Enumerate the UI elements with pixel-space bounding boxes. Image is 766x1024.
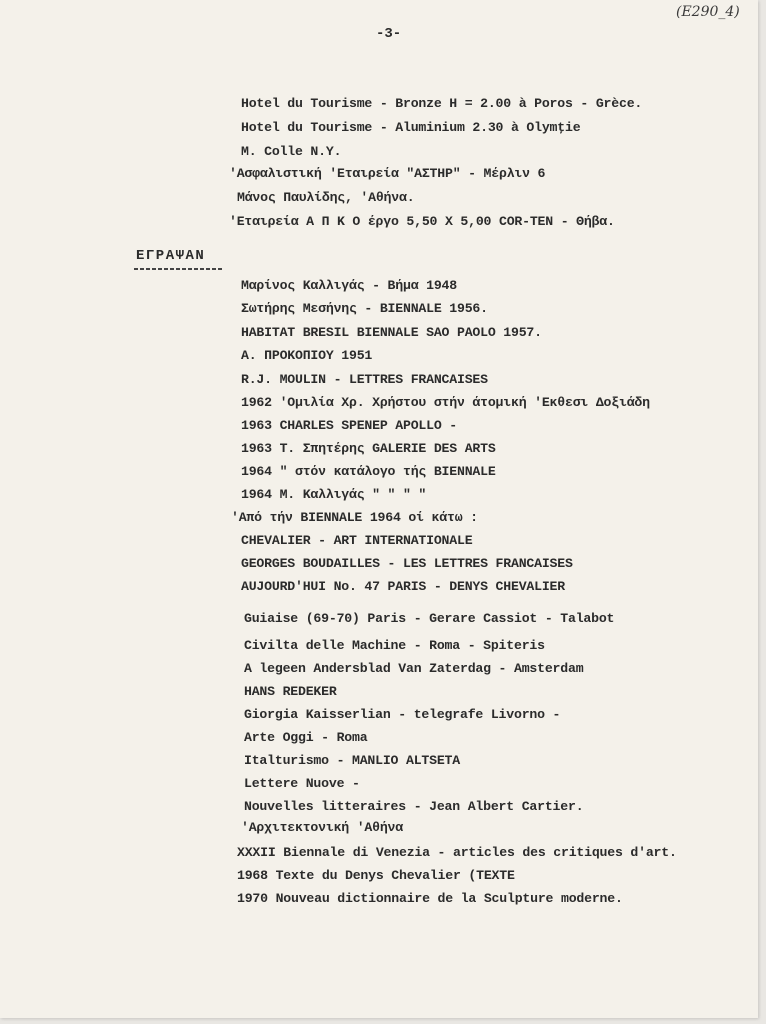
writing-line: Arte Oggi - Roma: [244, 730, 368, 745]
work-line: Μάνος Παυλίδης, 'Αθήνα.: [237, 190, 415, 205]
writing-line: 1964 " στόν κατάλογο τής BIENNALE: [241, 464, 496, 479]
writing-line: GEORGES BOUDAILLES - LES LETTRES FRANCAISES: [241, 556, 573, 571]
writing-line: R.J. MOULIN - LETTRES FRANCAISES: [241, 372, 488, 387]
writing-line: CHEVALIER - ART INTERNATIONALE: [241, 533, 473, 548]
writing-line: 'Αρχιτεκτονική 'Αθήνα: [241, 820, 403, 835]
writing-line: HABITAT BRESIL BIENNALE SAO PAOLO 1957.: [241, 325, 542, 340]
heading-underline: [134, 268, 222, 270]
writing-line: 1970 Nouveau dictionnaire de la Sculpture moderne.: [237, 891, 623, 906]
work-line: 'Ασφαλιστική 'Εταιρεία "ΑΣΤΗΡ" - Μέρλιν 6: [229, 166, 546, 181]
writing-line: 1962 'Ομιλία Χρ. Χρήστου στήν άτομική 'Εκθεσι Δοξιάδη: [241, 395, 650, 410]
writing-line: A legeen Andersblad Van Zaterdag - Amsterdam: [244, 661, 584, 676]
writing-line: Nouvelles litteraires - Jean Albert Cartier.: [244, 799, 584, 814]
work-line: Hotel du Tourisme - Bronze H = 2.00 à Poros - Grèce.: [241, 96, 643, 111]
work-line: 'Εταιρεία Α Π Κ Ο έργο 5,50 Χ 5,00 COR-TEN - Θήβα.: [229, 214, 615, 229]
writing-line: Σωτήρης Μεσήνης - BIENNALE 1956.: [241, 301, 488, 316]
writing-line: AUJOURD'HUI No. 47 PARIS - DENYS CHEVALIER: [241, 579, 565, 594]
writing-line: Guiaise (69-70) Paris - Gerare Cassiot - Talabot: [244, 611, 615, 626]
writing-line: 1968 Texte du Denys Chevalier (TEXTE: [237, 868, 515, 883]
writing-line: A. ΠΡΟΚΟΠΙΟΥ 1951: [241, 348, 373, 363]
writing-line: 1963 CHARLES SPENEP APOLLO -: [241, 418, 457, 433]
writing-line: HANS REDEKER: [244, 684, 337, 699]
archive-reference: (Ε290_4): [676, 4, 740, 20]
work-line: M. Colle N.Y.: [241, 144, 342, 159]
writing-line: XXXII Biennale di Venezia - articles des critiques d'art.: [237, 845, 677, 860]
writing-line: Civilta delle Machine - Roma - Spiteris: [244, 638, 545, 653]
writing-line: 1963 Τ. Σπητέρης GALERIE DES ARTS: [241, 441, 496, 456]
page-number: -3-: [376, 26, 402, 42]
writing-line: Μαρίνος Καλλιγάς - Βήμα 1948: [241, 278, 457, 293]
writing-line: Giorgia Kaisserlian - telegrafe Livorno -: [244, 707, 561, 722]
writing-line: 'Από τήν BIENNALE 1964 οί κάτω :: [231, 510, 478, 525]
writing-line: 1964 M. Καλλιγάς " " " ": [241, 487, 427, 502]
writing-line: Lettere Nuove -: [244, 776, 360, 791]
work-line: Hotel du Tourisme - Aluminium 2.30 à Olymţie: [241, 120, 581, 135]
writing-line: Italturismo - MANLIO ALTSETA: [244, 753, 460, 768]
section-heading: ΕΓΡΑΨΑΝ: [136, 248, 206, 264]
